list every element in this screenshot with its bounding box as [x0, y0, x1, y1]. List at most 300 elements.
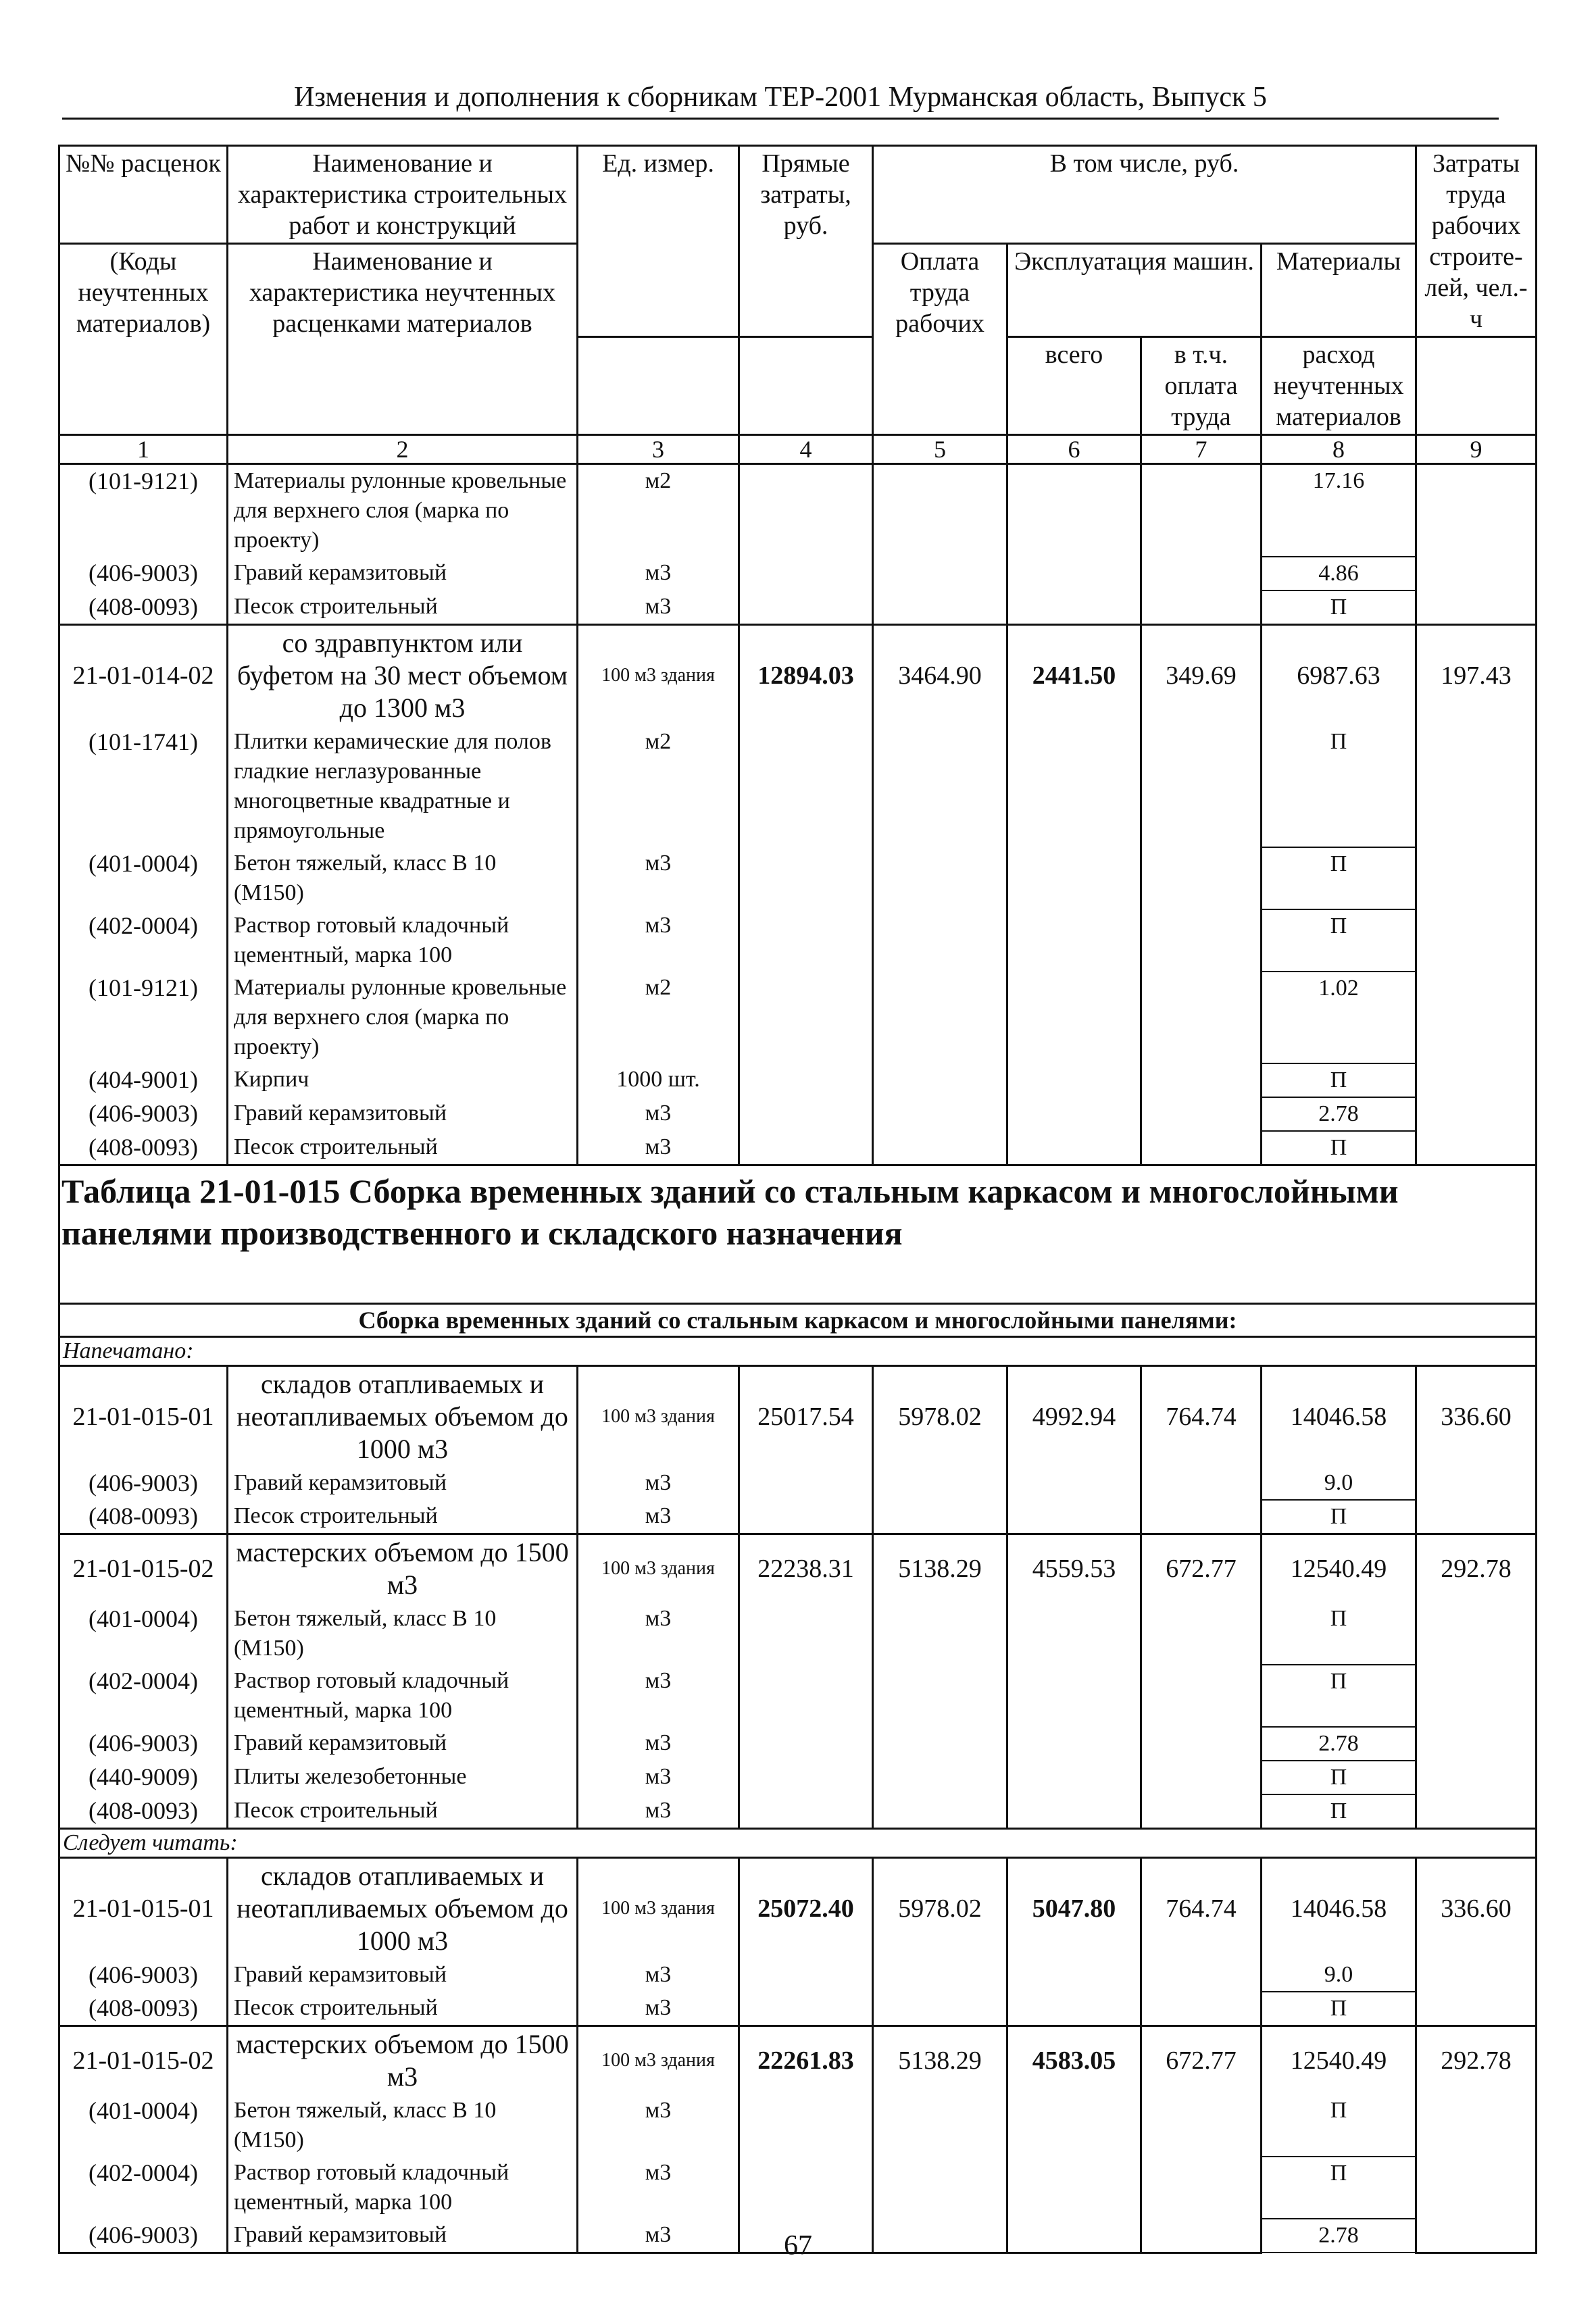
rate-machines: 4559.53 [1007, 1534, 1141, 1603]
rate-labor: 5138.29 [873, 2026, 1007, 2095]
empty-cell [873, 1500, 1007, 1534]
material-name: Гравий керамзитовый [228, 1467, 578, 1500]
empty-cell [739, 1131, 873, 1165]
material-code: (406-9003) [59, 1727, 228, 1761]
material-name: Плиты железобетонные [228, 1761, 578, 1794]
material-row [59, 1467, 1537, 1500]
material-unit: м2 [578, 464, 739, 557]
empty-cell [1416, 1063, 1537, 1097]
rate-row [59, 625, 1537, 726]
material-unit: м3 [578, 1131, 739, 1165]
rate-machines: 4583.05 [1007, 2026, 1141, 2095]
column-number: 4 [739, 435, 873, 464]
rate-labor: 3464.90 [873, 625, 1007, 726]
material-row [59, 1131, 1537, 1165]
rate-hours: 292.78 [1416, 2026, 1537, 2095]
material-unit: м3 [578, 1500, 739, 1534]
empty-cell [873, 2157, 1007, 2219]
empty-cell [1141, 1761, 1262, 1794]
empty-cell [1141, 972, 1262, 1063]
empty-cell [1007, 1467, 1141, 1500]
empty-cell [1141, 1131, 1262, 1165]
empty-cell [739, 1761, 873, 1794]
empty-cell [739, 1794, 873, 1829]
material-name: Гравий керамзитовый [228, 1959, 578, 1992]
material-row [59, 847, 1537, 909]
empty-cell [873, 726, 1007, 847]
col-header-materials: Материалы [1262, 244, 1416, 337]
material-quantity: П [1262, 909, 1416, 972]
empty-cell [1141, 1500, 1262, 1534]
rate-code: 21-01-014-02 [59, 625, 228, 726]
rate-code: 21-01-015-02 [59, 1534, 228, 1603]
empty-cell [873, 1467, 1007, 1500]
material-unit: 1000 шт. [578, 1063, 739, 1097]
column-number: 3 [578, 435, 739, 464]
empty-cell [1141, 590, 1262, 625]
empty-cell [1007, 847, 1141, 909]
material-name: Гравий керамзитовый [228, 557, 578, 590]
table-title-row [59, 1165, 1537, 1304]
col-header-labor: Оплата труда рабочих [873, 244, 1007, 435]
empty-cell [1141, 1603, 1262, 1665]
empty-cell [1141, 2094, 1262, 2157]
material-name: Бетон тяжелый, класс В 10 (М150) [228, 847, 578, 909]
printed-label-row [59, 1337, 1537, 1366]
material-name: Раствор готовый кладочный цементный, марка 100 [228, 1665, 578, 1727]
rate-materials: 12540.49 [1262, 2026, 1416, 2095]
empty-cell [739, 1467, 873, 1500]
material-quantity: П [1262, 847, 1416, 909]
material-quantity: 2.78 [1262, 1097, 1416, 1131]
rate-hours: 336.60 [1416, 1858, 1537, 1959]
col-header-materials-bottom: расход неучтенных материалов [1262, 337, 1416, 435]
rate-row [59, 2026, 1537, 2095]
column-number: 6 [1007, 435, 1141, 464]
rate-code: 21-01-015-01 [59, 1366, 228, 1467]
empty-cell [1416, 847, 1537, 909]
empty-cell [1416, 1727, 1537, 1761]
rate-hours: 336.60 [1416, 1366, 1537, 1467]
material-quantity: 17.16 [1262, 464, 1416, 557]
rate-code: 21-01-015-01 [59, 1858, 228, 1959]
empty-cell [873, 1665, 1007, 1727]
rate-row [59, 1366, 1537, 1467]
material-code: (406-9003) [59, 2219, 228, 2253]
material-row [59, 1794, 1537, 1829]
empty-cell [1007, 557, 1141, 590]
material-code: (101-9121) [59, 972, 228, 1063]
table-subtitle-row [59, 1304, 1537, 1337]
material-code: (401-0004) [59, 2094, 228, 2157]
empty-cell [1141, 1794, 1262, 1829]
material-name: Материалы рулонные кровельные для верхнего слоя (марка по проекту) [228, 972, 578, 1063]
empty-cell [1007, 1063, 1141, 1097]
read-label-row [59, 1829, 1537, 1858]
empty-cell [1416, 909, 1537, 972]
empty-cell [1007, 1761, 1141, 1794]
empty-cell [739, 1992, 873, 2026]
empty-cell [1416, 1959, 1537, 1992]
rate-materials: 6987.63 [1262, 625, 1416, 726]
col-header-name: Наименование и характеристика строительных работ и конструкций [228, 146, 578, 244]
rate-machines: 4992.94 [1007, 1366, 1141, 1467]
rate-code: 21-01-015-02 [59, 2026, 228, 2095]
empty-cell [1416, 1467, 1537, 1500]
empty-cell [1416, 590, 1537, 625]
empty-cell [739, 847, 873, 909]
rate-name: складов отапливаемых и неотапливаемых объемом до 1000 м3 [228, 1858, 578, 1959]
column-number: 9 [1416, 435, 1537, 464]
empty-cell [873, 1959, 1007, 1992]
empty-cell [1007, 590, 1141, 625]
material-name: Материалы рулонные кровельные для верхнего слоя (марка по проекту) [228, 464, 578, 557]
material-code: (408-0093) [59, 1500, 228, 1534]
material-row [59, 590, 1537, 625]
rate-machine-labor: 349.69 [1141, 625, 1262, 726]
empty-cell [1007, 1992, 1141, 2026]
material-unit: м3 [578, 1992, 739, 2026]
empty-cell [739, 1500, 873, 1534]
material-quantity: 2.78 [1262, 2219, 1416, 2253]
rate-machines: 5047.80 [1007, 1858, 1141, 1959]
empty-cell [873, 1603, 1007, 1665]
material-code: (408-0093) [59, 1794, 228, 1829]
empty-cell [1416, 2094, 1537, 2157]
material-row [59, 1727, 1537, 1761]
material-code: (401-0004) [59, 847, 228, 909]
material-unit: м2 [578, 972, 739, 1063]
col-header-group: В том числе, руб. [873, 146, 1416, 244]
material-code: (406-9003) [59, 557, 228, 590]
empty-cell [739, 1727, 873, 1761]
empty-cell [873, 1131, 1007, 1165]
rate-direct: 22238.31 [739, 1534, 873, 1603]
material-quantity: П [1262, 1603, 1416, 1665]
empty-cell [1007, 1500, 1141, 1534]
empty-cell [1007, 1603, 1141, 1665]
material-unit: м3 [578, 847, 739, 909]
rate-name: со здравпунктом или буфетом на 30 мест объемом до 1300 м3 [228, 625, 578, 726]
material-row [59, 1063, 1537, 1097]
material-quantity: П [1262, 1794, 1416, 1829]
material-row [59, 972, 1537, 1063]
material-unit: м3 [578, 2157, 739, 2219]
empty-cell [739, 2094, 873, 2157]
material-code: (440-9009) [59, 1761, 228, 1794]
material-quantity: 2.78 [1262, 1727, 1416, 1761]
material-name: Гравий керамзитовый [228, 1097, 578, 1131]
empty-cell [1141, 464, 1262, 557]
material-quantity: 4.86 [1262, 557, 1416, 590]
empty-cell [1141, 1992, 1262, 2026]
rate-row [59, 1534, 1537, 1603]
empty-cell [739, 1665, 873, 1727]
material-code: (404-9001) [59, 1063, 228, 1097]
material-code: (408-0093) [59, 1992, 228, 2026]
material-row [59, 726, 1537, 847]
empty-cell [1416, 1992, 1537, 2026]
material-quantity: П [1262, 1992, 1416, 2026]
material-name: Раствор готовый кладочный цементный, марка 100 [228, 909, 578, 972]
empty-cell [873, 1063, 1007, 1097]
material-name: Кирпич [228, 1063, 578, 1097]
material-code: (402-0004) [59, 1665, 228, 1727]
material-row [59, 1761, 1537, 1794]
material-row [59, 1959, 1537, 1992]
rate-materials: 12540.49 [1262, 1534, 1416, 1603]
col-header-unit: Ед. измер. [578, 146, 739, 337]
rate-direct: 25072.40 [739, 1858, 873, 1959]
empty-cell [1141, 1097, 1262, 1131]
rate-machine-labor: 764.74 [1141, 1366, 1262, 1467]
empty-cell [873, 1992, 1007, 2026]
material-unit: м3 [578, 1959, 739, 1992]
empty-cell [1141, 1727, 1262, 1761]
empty-cell [739, 557, 873, 590]
material-name: Раствор готовый кладочный цементный, марка 100 [228, 2157, 578, 2219]
material-row [59, 2094, 1537, 2157]
material-unit: м3 [578, 1794, 739, 1829]
material-unit: м3 [578, 1097, 739, 1131]
column-number: 7 [1141, 435, 1262, 464]
empty-cell [739, 972, 873, 1063]
empty-cell [1416, 1761, 1537, 1794]
empty-cell [1007, 1665, 1141, 1727]
rate-hours: 197.43 [1416, 625, 1537, 726]
material-row [59, 464, 1537, 557]
material-quantity: 9.0 [1262, 1467, 1416, 1500]
table-title: Таблица 21-01-015 Сборка временных зданий со стальным каркасом и многослойными панелями производственного и складского назначения [59, 1165, 1537, 1304]
rate-row [59, 1858, 1537, 1959]
material-row [59, 1992, 1537, 2026]
printed-label: Напечатано: [59, 1337, 1537, 1366]
rate-materials: 14046.58 [1262, 1858, 1416, 1959]
material-unit: м3 [578, 1761, 739, 1794]
col-header-codes: №№ расценок [59, 146, 228, 244]
material-name: Песок строительный [228, 1794, 578, 1829]
empty-cell [1141, 557, 1262, 590]
col-header-name-bottom: Наименование и характеристика неучтенных расценками материалов [228, 244, 578, 435]
empty-cell [1007, 909, 1141, 972]
empty-cell [873, 2094, 1007, 2157]
rate-name: мастерских объемом до 1500 м3 [228, 1534, 578, 1603]
empty-cell [873, 1097, 1007, 1131]
material-unit: м3 [578, 590, 739, 625]
material-unit: м3 [578, 1603, 739, 1665]
read-label: Следует читать: [59, 1829, 1537, 1858]
empty-cell [1416, 1097, 1537, 1131]
material-code: (406-9003) [59, 1467, 228, 1500]
table-subtitle: Сборка временных зданий со стальным каркасом и многослойными панелями: [59, 1304, 1537, 1337]
empty-cell [739, 1603, 873, 1665]
empty-cell [1007, 1794, 1141, 1829]
empty-cell [873, 972, 1007, 1063]
material-unit: м3 [578, 557, 739, 590]
material-quantity: П [1262, 1500, 1416, 1534]
col-header-machine-labor: в т.ч. оплата труда [1141, 337, 1262, 435]
column-number-row [59, 435, 1537, 464]
rate-name: мастерских объемом до 1500 м3 [228, 2026, 578, 2095]
empty-cell [739, 726, 873, 847]
rate-direct: 22261.83 [739, 2026, 873, 2095]
material-quantity: П [1262, 726, 1416, 847]
empty-cell [1416, 1665, 1537, 1727]
header-row-1 [59, 146, 1537, 244]
rate-machine-labor: 764.74 [1141, 1858, 1262, 1959]
material-name: Песок строительный [228, 1500, 578, 1534]
empty-cell [1007, 972, 1141, 1063]
material-row [59, 1097, 1537, 1131]
empty-cell [1007, 2094, 1141, 2157]
rate-unit: 100 м3 здания [578, 1366, 739, 1467]
material-row [59, 909, 1537, 972]
rate-machine-labor: 672.77 [1141, 2026, 1262, 2095]
material-name: Бетон тяжелый, класс В 10 (М150) [228, 2094, 578, 2157]
material-name: Гравий керамзитовый [228, 1727, 578, 1761]
empty-cell [1416, 1500, 1537, 1534]
material-quantity: 1.02 [1262, 972, 1416, 1063]
empty-cell [739, 590, 873, 625]
material-unit: м3 [578, 1665, 739, 1727]
empty-cell [739, 464, 873, 557]
rate-unit: 100 м3 здания [578, 625, 739, 726]
material-name: Плитки керамические для полов гладкие неглазурованные многоцветные квадратные и прямоугольные [228, 726, 578, 847]
empty-cell [739, 2157, 873, 2219]
material-unit: м3 [578, 2094, 739, 2157]
empty-cell [873, 464, 1007, 557]
empty-cell [1416, 1794, 1537, 1829]
col-header-machines: Эксплуатация машин. [1007, 244, 1262, 337]
empty-cell [1007, 1097, 1141, 1131]
material-row [59, 1603, 1537, 1665]
empty-cell [1007, 1727, 1141, 1761]
empty-cell [739, 1063, 873, 1097]
rate-unit: 100 м3 здания [578, 2026, 739, 2095]
rate-hours: 292.78 [1416, 1534, 1537, 1603]
material-name: Песок строительный [228, 1131, 578, 1165]
empty-cell [1141, 909, 1262, 972]
empty-cell [1141, 726, 1262, 847]
empty-cell [1416, 972, 1537, 1063]
material-unit: м3 [578, 1467, 739, 1500]
rate-machines: 2441.50 [1007, 625, 1141, 726]
material-code: (402-0004) [59, 2157, 228, 2219]
empty-cell [1007, 726, 1141, 847]
material-row [59, 2157, 1537, 2219]
material-quantity: П [1262, 1761, 1416, 1794]
material-unit: м3 [578, 909, 739, 972]
material-row [59, 1500, 1537, 1534]
page-number: 67 [784, 2230, 812, 2261]
col-header-machines-total: всего [1007, 337, 1141, 435]
material-code: (406-9003) [59, 1097, 228, 1131]
rate-name: складов отапливаемых и неотапливаемых объемом до 1000 м3 [228, 1366, 578, 1467]
material-quantity: П [1262, 590, 1416, 625]
material-quantity: 9.0 [1262, 1959, 1416, 1992]
empty-cell [873, 590, 1007, 625]
col-header-direct: Прямые затраты, руб. [739, 146, 873, 337]
rate-unit: 100 м3 здания [578, 1534, 739, 1603]
empty-cell [873, 1761, 1007, 1794]
rates-table [58, 145, 1537, 2254]
rate-materials: 14046.58 [1262, 1366, 1416, 1467]
empty-cell [739, 909, 873, 972]
rate-direct: 12894.03 [739, 625, 873, 726]
material-unit: м2 [578, 726, 739, 847]
material-code: (406-9003) [59, 1959, 228, 1992]
empty-cell [1007, 2157, 1141, 2219]
rate-labor: 5978.02 [873, 1858, 1007, 1959]
rate-direct: 25017.54 [739, 1366, 873, 1467]
material-code: (408-0093) [59, 1131, 228, 1165]
material-unit: м3 [578, 1727, 739, 1761]
material-code: (401-0004) [59, 1603, 228, 1665]
material-quantity: П [1262, 1131, 1416, 1165]
empty-cell [1141, 1959, 1262, 1992]
column-number: 5 [873, 435, 1007, 464]
page-header: Изменения и дополнения к сборникам ТЕР-2001 Мурманская область, Выпуск 5 [62, 80, 1499, 120]
column-number: 2 [228, 435, 578, 464]
rate-labor: 5978.02 [873, 1366, 1007, 1467]
empty-cell [1416, 1603, 1537, 1665]
empty-cell [873, 557, 1007, 590]
material-code: (408-0093) [59, 590, 228, 625]
empty-cell [1007, 1959, 1141, 1992]
empty-cell [1416, 557, 1537, 590]
col-header-hours: Затраты труда рабочих строите- лей, чел.-ч [1416, 146, 1537, 337]
material-code: (101-9121) [59, 464, 228, 557]
material-code: (101-1741) [59, 726, 228, 847]
column-number: 8 [1262, 435, 1416, 464]
material-name: Песок строительный [228, 1992, 578, 2026]
material-unit: м3 [578, 2219, 739, 2253]
empty-cell [873, 1794, 1007, 1829]
material-name: Гравий керамзитовый [228, 2219, 578, 2253]
material-quantity: П [1262, 2157, 1416, 2219]
material-row [59, 557, 1537, 590]
material-quantity: П [1262, 1063, 1416, 1097]
empty-cell [1007, 1131, 1141, 1165]
rate-labor: 5138.29 [873, 1534, 1007, 1603]
material-row [59, 1665, 1537, 1727]
empty-cell [1141, 847, 1262, 909]
empty-cell [1141, 2157, 1262, 2219]
material-quantity: П [1262, 1665, 1416, 1727]
empty-cell [1007, 464, 1141, 557]
empty-cell [1141, 1467, 1262, 1500]
material-name: Песок строительный [228, 590, 578, 625]
material-quantity: П [1262, 2094, 1416, 2157]
empty-cell [739, 1959, 873, 1992]
empty-cell [1416, 726, 1537, 847]
empty-cell [1141, 1665, 1262, 1727]
empty-cell [1416, 1131, 1537, 1165]
rate-machine-labor: 672.77 [1141, 1534, 1262, 1603]
empty-cell [1141, 1063, 1262, 1097]
col-header-codes-bottom: (Коды неучтенных материалов) [59, 244, 228, 435]
empty-cell [873, 847, 1007, 909]
empty-cell [873, 909, 1007, 972]
empty-cell [1416, 2157, 1537, 2219]
rate-unit: 100 м3 здания [578, 1858, 739, 1959]
empty-cell [739, 1097, 873, 1131]
material-name: Бетон тяжелый, класс В 10 (М150) [228, 1603, 578, 1665]
material-code: (402-0004) [59, 909, 228, 972]
empty-cell [873, 1727, 1007, 1761]
column-number: 1 [59, 435, 228, 464]
empty-cell [1416, 464, 1537, 557]
